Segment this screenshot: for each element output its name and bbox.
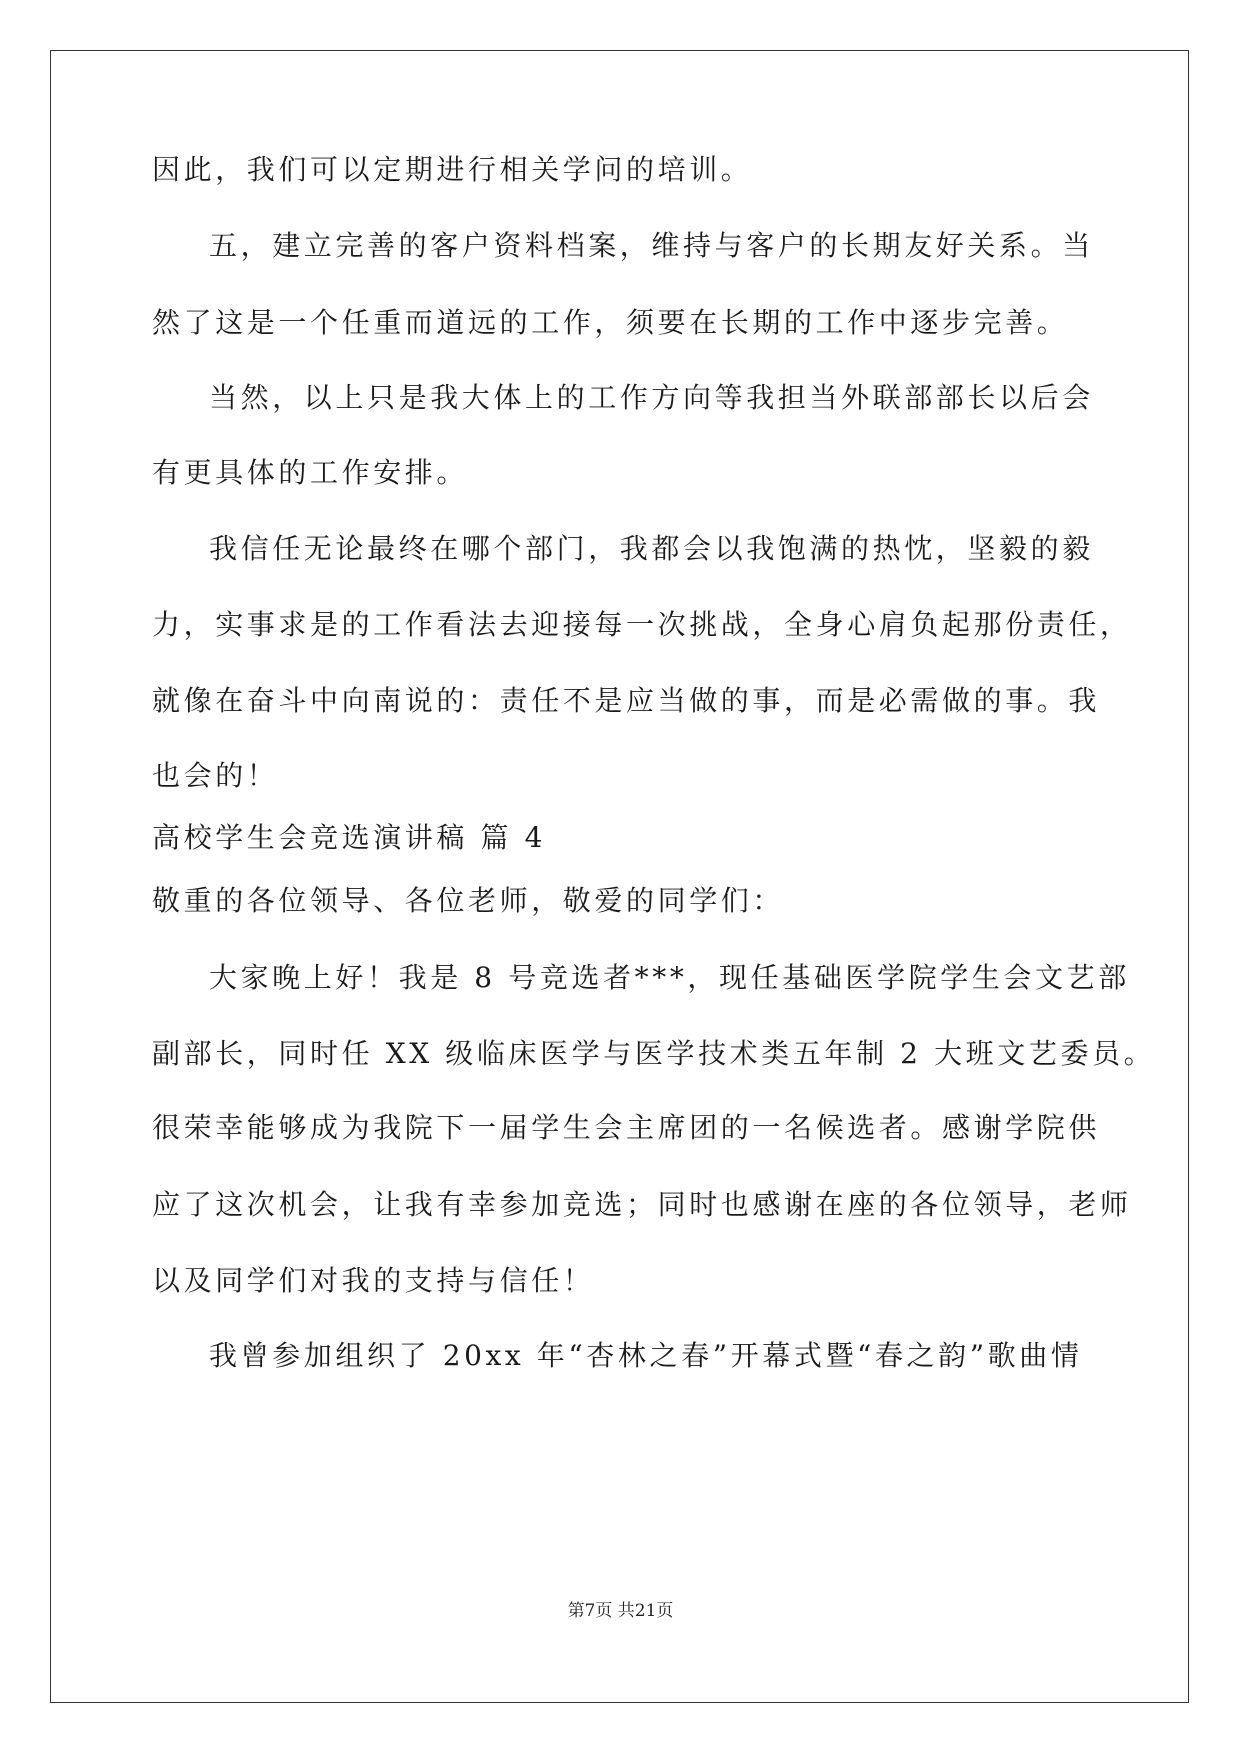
text-line-4: 当然，以上只是我大体上的工作方向等我担当外联部部长以后会 (209, 381, 1094, 414)
text-line-6: 我信任无论最终在哪个部门，我都会以我饱满的热忱，坚毅的毅 (209, 532, 1094, 565)
text-line-8: 就像在奋斗中向南说的：责任不是应当做的事，而是必需做的事。我 (152, 684, 1101, 717)
section-heading: 高校学生会竞选演讲稿 篇 4 (152, 821, 547, 854)
text-line-14: 很荣幸能够成为我院下一届学生会主席团的一名候选者。感谢学院供 (152, 1111, 1101, 1144)
text-line-9: 也会的！ (152, 759, 279, 792)
text-line-7: 力，实事求是的工作看法去迎接每一次挑战，全身心肩负起那份责任， (152, 608, 1132, 641)
text-line-15: 应了这次机会，让我有幸参加竞选；同时也感谢在座的各位领导，老师 (152, 1188, 1132, 1221)
text-line-17: 我曾参加组织了 20xx 年“杏林之春”开幕式暨“春之韵”歌曲情 (209, 1339, 1083, 1372)
text-line-16: 以及同学们对我的支持与信任！ (152, 1264, 595, 1297)
page-border (50, 50, 1189, 1703)
text-line-2: 五，建立完善的客户资料档案，维持与客户的长期友好关系。当 (209, 229, 1094, 262)
page-number-footer: 第7页 共21页 (567, 1601, 674, 1621)
text-line-13: 副部长，同时任 XX 级临床医学与医学技术类五年制 2 大班文艺委员。 (152, 1037, 1156, 1070)
text-line-3: 然了这是一个任重而道远的工作，须要在长期的工作中逐步完善。 (152, 306, 1069, 339)
text-line-12: 大家晚上好！我是 8 号竞选者***，现任基础医学院学生会文艺部 (209, 961, 1130, 994)
text-line-5: 有更具体的工作安排。 (152, 456, 469, 489)
text-line-1: 因此，我们可以定期进行相关学问的培训。 (152, 153, 753, 186)
salutation-line: 敬重的各位领导、各位老师，敬爱的同学们： (152, 884, 785, 917)
